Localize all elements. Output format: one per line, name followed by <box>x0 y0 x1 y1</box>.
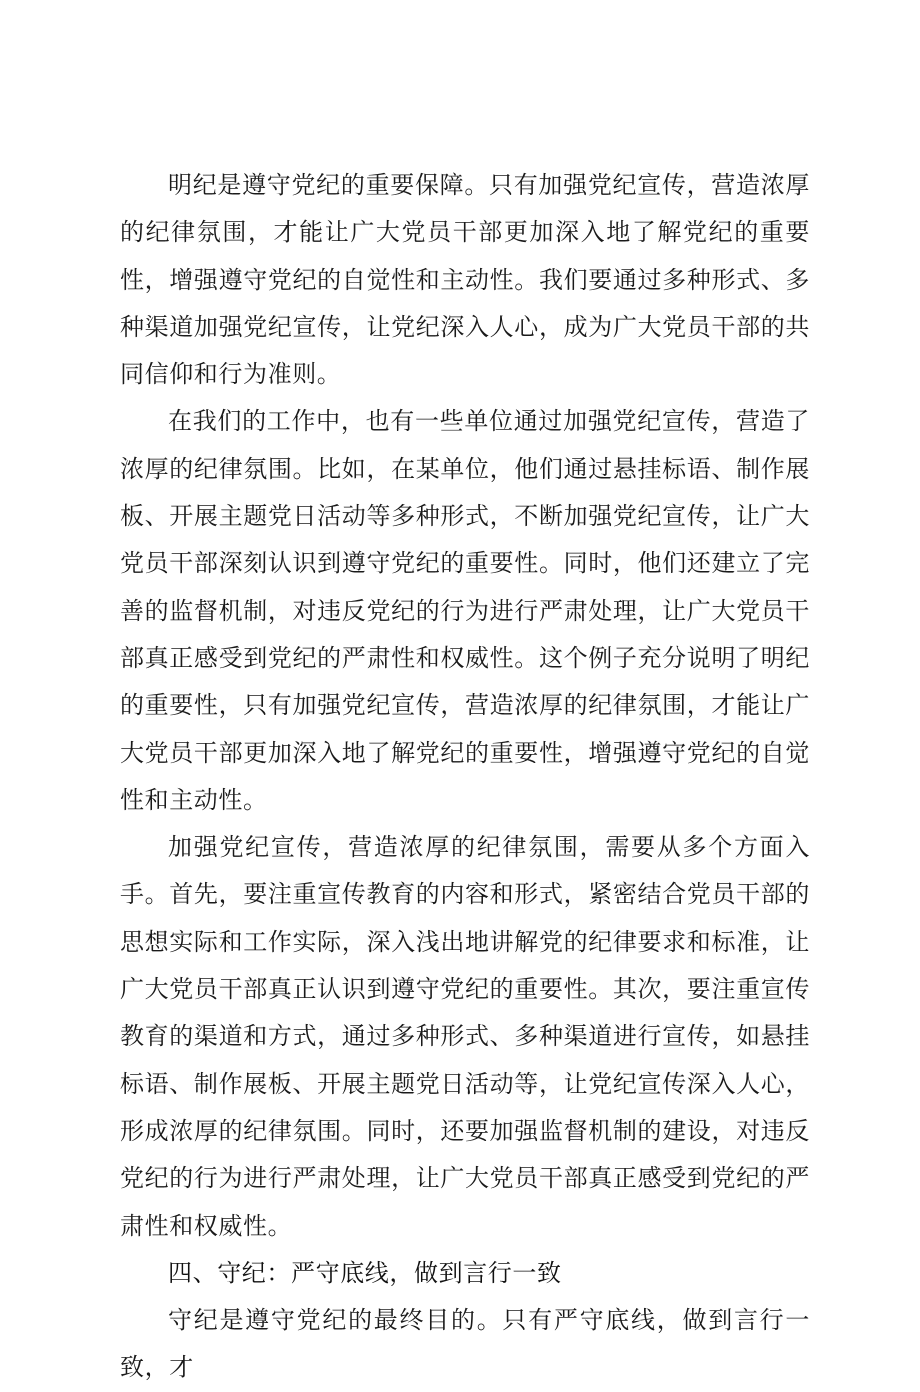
section-heading-shouji: 四、守纪：严守底线，做到言行一致 <box>168 1258 562 1287</box>
document-body <box>120 162 810 1392</box>
paragraph-work-example: 在我们的工作中，也有一些单位通过加强党纪宣传，营造了浓厚的纪律氛围。比如，在某单位，他们通过悬挂标语、制作展板、开展主题党日活动等多种形式，不断加强党纪宣传，让广大党员干部深刻认识到遵守党纪的重要性。同时，他们还建立了完善的监督机制，对违反党纪的行为进行严肃处理，让广大党员干部真正感受到党纪的严肃性和权威性。这个例子充分说明了明纪的重要性，只有加强党纪宣传，营造浓厚的纪律氛围，才能让广大党员干部更加深入地了解党纪的重要性，增强遵守党纪的自觉性和主动性。 <box>120 407 810 814</box>
paragraph-shouji-intro: 守纪是遵守党纪的最终目的。只有严守底线，做到言行一致，才 <box>120 1306 810 1382</box>
paragraph-strengthen-publicity: 加强党纪宣传，营造浓厚的纪律氛围，需要从多个方面入手。首先，要注重宣传教育的内容和形式，紧密结合党员干部的思想实际和工作实际，深入浅出地讲解党的纪律要求和标准，让广大党员干部真正认识到遵守党纪的重要性。其次，要注重宣传教育的渠道和方式，通过多种形式、多种渠道进行宣传，如悬挂标语、制作展板、开展主题党日活动等，让党纪宣传深入人心，形成浓厚的纪律氛围。同时，还要加强监督机制的建设，对违反党纪的行为进行严肃处理，让广大党员干部真正感受到党纪的严肃性和权威性。 <box>120 833 810 1240</box>
paragraph-mingji-importance: 明纪是遵守党纪的重要保障。只有加强党纪宣传，营造浓厚的纪律氛围，才能让广大党员干部更加深入地了解党纪的重要性，增强遵守党纪的自觉性和主动性。我们要通过多种形式、多种渠道加强党纪宣传，让党纪深入人心，成为广大党员干部的共同信仰和行为准则。 <box>120 171 810 389</box>
